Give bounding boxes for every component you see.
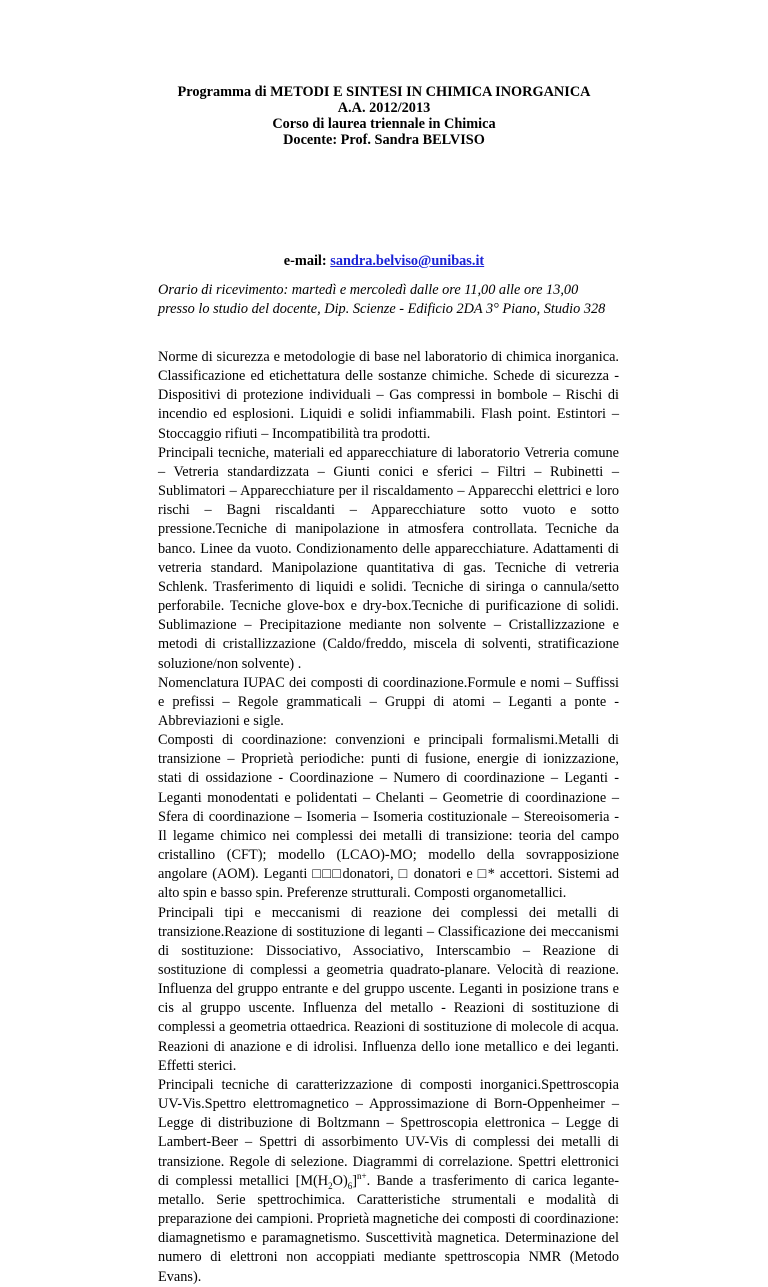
document-header xyxy=(0,84,768,148)
office-hours: Orario di ricevimento: martedì e mercoledì dalle ore 11,00 alle ore 13,00 presso lo studio del docente, Dip. Scienze - Edificio 2DA 3° Piano, Studio 328 xyxy=(158,282,606,317)
program-title: Programma di METODI E SINTESI IN CHIMICA INORGANICA xyxy=(177,84,591,100)
program-body xyxy=(158,348,619,1287)
superscript-charge: n+ xyxy=(356,1170,367,1181)
academic-year: A.A. 2012/2013 xyxy=(337,100,431,116)
email-link[interactable]: sandra.belviso@unibas.it xyxy=(330,253,485,269)
section-coordination: Composti di coordinazione: convenzioni e principali formalismi.Metalli di transizione – Proprietà periodiche: punti di fusione, energie di ionizzazione, stati di ossidazione - Coordinazione – Numero di coordinazione – Leganti - Leganti monodentati e polidentati – Chelanti – Geometrie di coordinazione – Sfera di coordinazione – Isomeria – Isomeria costituzionale – Stereoisomeria - Il legame chimico nei complessi dei metalli di transizione: teoria del campo cristallino (CFT); modello (LCAO)-MO; modello della sovrapposizione angolare (AOM). Leganti □□□donatori, □ donatori e □* accettori. Sistemi ad alto spin e basso spin. Preferenze strutturali. Composti organometallici. xyxy=(158,732,619,902)
section-reactions: Principali tipi e meccanismi di reazione dei complessi dei metalli di transizione.Reazione di sostituzione di leganti – Classificazione dei meccanismi di sostituzione: Dissociativo, Associativo, Interscambio – Reazione di sostituzione di complessi a geometria quadrato-planare. Velocità di reazione. Influenza del gruppo entrante e del gruppo uscente. Leganti in posizione trans e cis al gruppo uscente. Influenza del metallo - Reazioni di sostituzione di complessi a geometria ottaedrica. Reazioni di sostituzione di molecole di acqua. Reazioni di anazione e di idrolisi. Influenza dello ione metallico e dei leganti. Effetti sterici. xyxy=(158,904,619,1074)
section-nomenclature: Nomenclatura IUPAC dei composti di coordinazione.Formule e nomi – Suffissi e prefissi – Regole grammaticali – Gruppi di atomi – Leganti a ponte - Abbreviazioni e sigle. xyxy=(158,674,619,729)
section-techniques: Principali tecniche, materiali ed apparecchiature di laboratorio Vetreria comune – Vetreria standardizzata – Giunti conici e sferici – Filtri – Rubinetti – Sublimatori – Apparecchiature per il riscaldamento – Apparecchi elettrici e loro rischi – Bagni riscaldanti – Apparecchiature sotto vuoto e sotto pressione.Tecniche di manipolazione in atmosfera controllata. Tecniche da banco. Linee da vuoto. Condizionamento delle apparecchiature. Adattamenti di vetreria standard. Manipolazione quantitativa di gas. Tecniche di vetreria Schlenk. Trasferimento di liquidi e solidi. Tecniche di siringa o cannula/setto perforabile. Tecniche glove-box e dry-box.Tecniche di purificazione di solidi. Sublimazione – Precipitazione mediante non solvente – Cristallizzazione e metodi di cristallizzazione (Caldo/freddo, miscela di solventi, stratificazione soluzione/non solvente) . xyxy=(158,444,619,672)
characterization-text-1: Principali tecniche di caratterizzazione di composti inorganici.Spettroscopia UV-Vis.Spettro elettromagnetico – Approssimazione di Born-Oppenheimer – Legge di distribuzione di Boltzmann – Spettroscopia elettronica – Legge di Lambert-Beer – Spettri di assorbimento UV-Vis di complessi dei metalli di transizione. Regole di selezione. Diagrammi di correlazione. Spettri elettronici di complessi metallici [M(H xyxy=(158,1076,619,1189)
email-line xyxy=(0,253,768,269)
section-characterization xyxy=(158,1076,619,1287)
characterization-text-2: O) xyxy=(332,1172,348,1189)
subscript-6: 6 xyxy=(347,1180,353,1191)
subscript-2: 2 xyxy=(328,1180,333,1191)
characterization-text-3: ] xyxy=(352,1172,357,1189)
section-safety: Norme di sicurezza e metodologie di base nel laboratorio di chimica inorganica. Classificazione ed etichettatura delle sostanze chimiche. Schede di sicurezza - Dispositivi di protezione individuali – Gas compressi in bombole – Rischi di incendio ed esplosioni. Liquidi e solidi infiammabili. Flash point. Estintori – Stoccaggio rifiuti – Incompatibilità tra prodotti. xyxy=(158,349,619,442)
characterization-text-4: . Bande a trasferimento di carica legante- metallo. Serie spettrochimica. Caratteristiche strumentali e modalità di preparazione dei campioni. Proprietà magnetiche dei composti di coordinazione: diamagnetismo e paramagnetismo. Suscettività magnetica. Determinazione del numero di elettroni non accoppiati mediante spettroscopia NMR (Metodo Evans). xyxy=(158,1172,619,1285)
lecturer: Docente: Prof. Sandra BELVISO xyxy=(283,132,485,148)
degree-course: Corso di laurea triennale in Chimica xyxy=(272,116,496,132)
email-label: e-mail: xyxy=(283,253,331,269)
